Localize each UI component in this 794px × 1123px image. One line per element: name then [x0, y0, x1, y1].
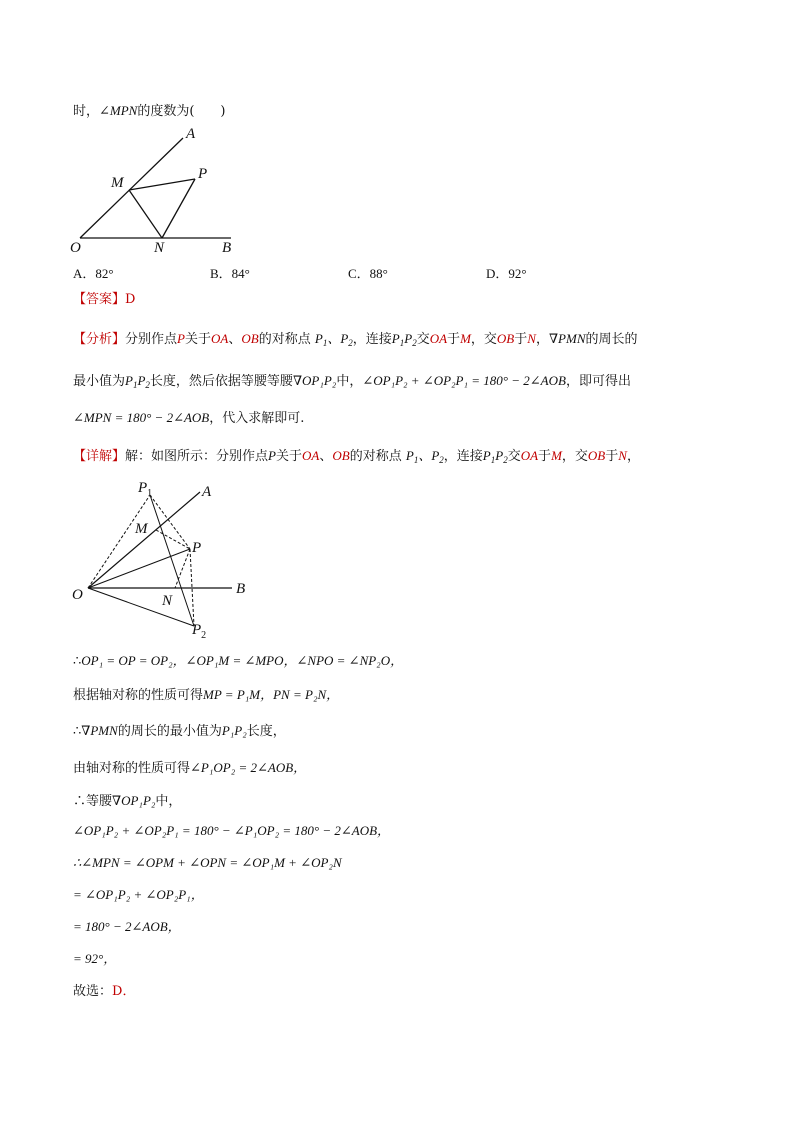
question-suffix: 的度数为( )	[137, 104, 226, 119]
label-o-2: O	[72, 587, 83, 603]
label-b: B	[222, 240, 232, 256]
label-o: O	[70, 240, 81, 256]
step-9: = 180° − 2∠AOB，	[73, 919, 181, 934]
label-a: A	[186, 126, 196, 142]
label-n: N	[154, 240, 165, 256]
analysis-line-1: 【分析】分别作点P关于OA、OB的对称点 $P_1$、$P_2$，连接$P_1P_2$交OA于M，交OB于N，∇PMN的周长的	[73, 331, 638, 348]
label-p: P	[198, 166, 208, 182]
label-p-2: P	[192, 540, 202, 556]
figure-2	[70, 475, 260, 645]
step-5: ∴等腰∇OP₁P₂中，	[73, 793, 182, 809]
label-m: M	[111, 175, 124, 191]
seg-p1p	[150, 495, 190, 549]
seg-mp-2	[156, 530, 190, 549]
step-2: 根据轴对称的性质可得MP = P₁M，PN = P₂N，	[73, 687, 340, 703]
figure-1	[70, 125, 270, 258]
option-d: D．92°	[486, 266, 527, 281]
question-stem	[73, 102, 226, 121]
analysis-line-3: ∠MPN = 180° − 2∠AOB，代入求解即可.	[73, 410, 305, 426]
label-a-2: A	[202, 484, 212, 500]
step-8: = ∠OP₁P₂ + ∠OP₂P₁，	[73, 887, 204, 902]
step-6: ∠OP₁P₂ + ∠OP₂P₁ = 180° − ∠P₁OP₂ = 180° − 2∠AOB，	[73, 823, 391, 838]
label-n-2: N	[162, 593, 173, 609]
step-4: 由轴对称的性质可得∠P₁OP₂ = 2∠AOB，	[73, 760, 307, 776]
seg-pn-2	[175, 549, 190, 588]
step-1: ∴OP₁ = OP = OP₂，∠OP₁M = ∠MPO，∠NPO = ∠NP₂O，	[73, 653, 404, 669]
seg-mn	[129, 190, 162, 238]
answer-tag: 【答案】	[73, 292, 126, 307]
step-3: ∴∇PMN的周长的最小值为P₁P₂长度，	[73, 723, 286, 739]
analysis-line-2: 最小值为$P_1P_2$长度，然后依据等腰等腰∇OP₁P₂中，∠OP₁P₂ + ∠OP₂P₁ = 180° − 2∠AOB，即可得出	[73, 373, 631, 390]
label-m-2: M	[135, 521, 148, 537]
label-p1: $P_1$	[138, 480, 153, 499]
detail-line: 【详解】解：如图所示：分别作点P关于OA、OB的对称点 $P_1$、$P_2$，连接$P_1P_2$交OA于M，交OB于N，	[73, 448, 640, 465]
seg-op1	[88, 495, 150, 588]
step-11: 故选：D．	[73, 984, 136, 999]
option-a: A．82°	[73, 266, 114, 281]
seg-pn	[162, 179, 195, 238]
option-c: C．88°	[348, 266, 388, 281]
label-b-2: B	[236, 581, 246, 597]
seg-op2	[88, 588, 194, 626]
question-prefix: 时，	[73, 104, 100, 119]
answer-line	[73, 291, 135, 309]
answer-value: D	[125, 292, 136, 307]
question-angle: ∠MPN	[99, 103, 138, 118]
label-p2: $P_2$	[192, 622, 207, 641]
option-b: B．84°	[210, 266, 250, 281]
step-10: = 92°，	[73, 951, 117, 966]
step-7: ∴∠MPN = ∠OPM + ∠OPN = ∠OP₁M + ∠OP₂N	[73, 855, 342, 870]
ray-oa	[80, 138, 183, 238]
